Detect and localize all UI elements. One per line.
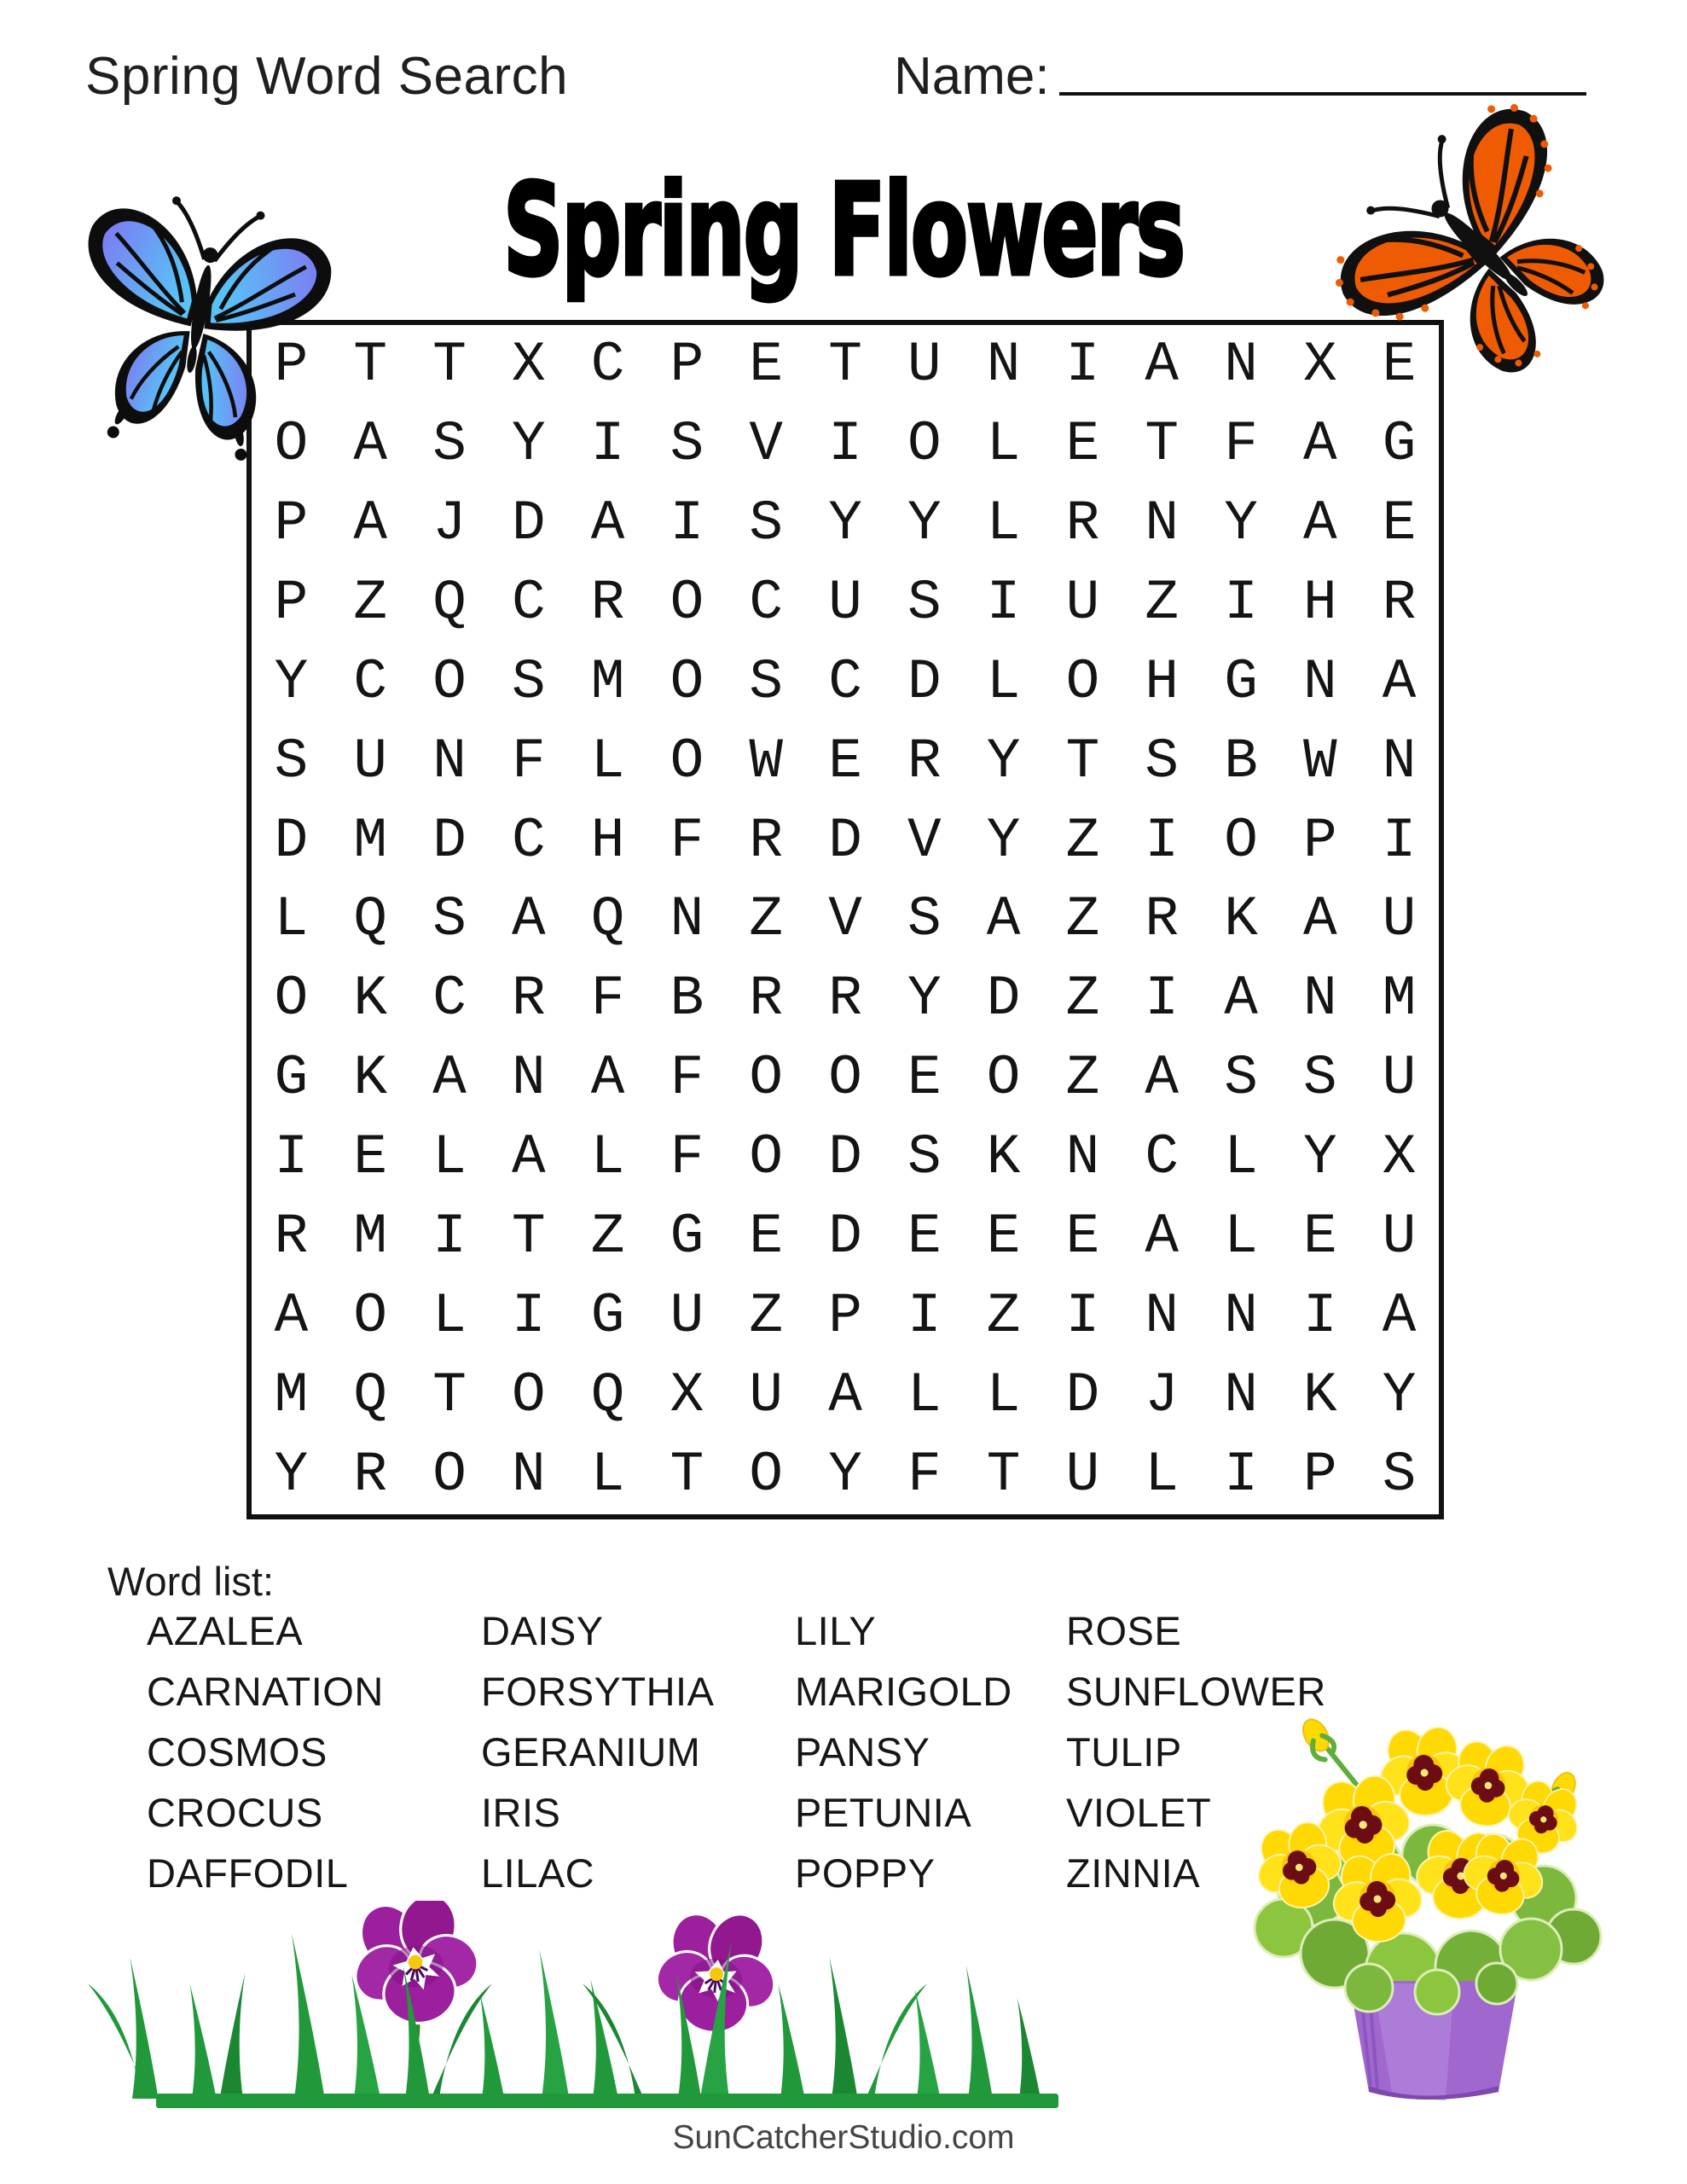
grid-cell: U [670,1284,704,1349]
grid-cell: O [274,967,309,1031]
grid-cell: D [986,967,1021,1031]
grid-cell: K [1302,1363,1337,1428]
letter-grid [246,320,1444,1519]
grid-cell: A [353,411,387,476]
grid-cell: M [353,1205,387,1269]
page-title: Spring Word Search [85,47,569,106]
grid-cell: E [749,332,783,397]
grid-cell: J [1145,1363,1179,1428]
grid-cell: P [274,491,309,555]
grid-cell: P [1302,1443,1337,1507]
grid-cell: S [907,887,942,952]
grid-cell: L [590,729,625,793]
grid-cell: E [1065,1205,1100,1269]
grid-cell: S [907,570,942,635]
grid-cell: T [353,332,387,397]
grid-cell: R [749,967,783,1031]
grid-cell: E [1382,332,1417,397]
word-list-item: VIOLET [1066,1790,1212,1835]
grid-cell: D [274,808,309,873]
word-list-item: CROCUS [147,1790,323,1835]
word-list-label: Word list: [107,1559,274,1604]
grid-cell: S [749,649,783,714]
grid-cell: Z [749,887,783,952]
grid-cell: S [432,411,467,476]
grid-cell: E [986,1205,1021,1269]
grid-cell: A [274,1284,309,1349]
word-list-item: CARNATION [147,1669,384,1714]
grid-cell: A [511,1125,546,1190]
grid-cell: L [1145,1443,1179,1507]
grid-cell: T [828,332,862,397]
grid-cell: N [432,729,467,793]
grid-cell: L [590,1443,625,1507]
word-list-item: ROSE [1066,1608,1182,1653]
word-list-item: MARIGOLD [795,1669,1012,1714]
grid-cell: Y [274,649,309,714]
grid-cell: N [1065,1125,1100,1190]
grid-cell: S [1224,1046,1258,1111]
grid-cell: K [353,967,387,1031]
grid-cell: F [511,729,546,793]
grid-cell: R [274,1205,309,1269]
grid-cell: M [353,808,387,873]
grid-cell: L [590,1125,625,1190]
grid-cell: Y [274,1443,309,1507]
grid-cell: V [749,411,783,476]
grid-cell: P [670,332,704,397]
grid-cell: O [511,1363,546,1428]
word-list-item: DAISY [481,1608,604,1653]
grid-cell: A [590,491,625,555]
grid-cell: D [828,808,862,873]
grid-cell: N [1302,649,1337,714]
grid-cell: Z [590,1205,625,1269]
grid-cell: S [1382,1443,1417,1507]
grid-cell: T [670,1443,704,1507]
grid-cell: K [1224,887,1258,952]
grid-cell: C [749,570,783,635]
grid-cell: M [274,1363,309,1428]
grass-pansies-illustration [81,1901,1066,2112]
grid-cell: L [986,411,1021,476]
pansy-pot-illustration [1241,1698,1608,2116]
grid-cell: I [274,1125,309,1190]
grid-cell: B [1224,729,1258,793]
word-list-item: LILAC [481,1850,595,1896]
word-list-item: AZALEA [147,1608,304,1653]
grid-cell: U [828,570,862,635]
word-list-column [795,1600,1066,1903]
grid-cell: L [274,887,309,952]
grid-cell: R [828,967,862,1031]
grid-cell: A [1145,332,1179,397]
grid-cell: W [749,729,783,793]
grid-cell: Z [986,1284,1021,1349]
grid-cell: N [986,332,1021,397]
grid-cell: A [1302,887,1337,952]
grid-cell: K [353,1046,387,1111]
grid-cell: Z [353,570,387,635]
word-list-item: PANSY [795,1729,930,1774]
grid-cell: U [1382,1205,1417,1269]
grid-cell: I [986,570,1021,635]
grid-cell: O [828,1046,862,1111]
grid-cell: M [1382,967,1417,1031]
grid-cell: A [986,887,1021,952]
grid-cell: F [1224,411,1258,476]
grid-cell: G [670,1205,704,1269]
grid-cell: R [511,967,546,1031]
grid-cell: A [1145,1205,1179,1269]
grid-cell: Y [986,729,1021,793]
grid-cell: I [1065,1284,1100,1349]
grid-cell: Y [907,967,942,1031]
grid-cell: O [907,411,942,476]
grid-cell: L [432,1125,467,1190]
grid-cell: N [511,1046,546,1111]
grid-cell: S [274,729,309,793]
grid-cell: T [511,1205,546,1269]
grid-cell: M [590,649,625,714]
grid-cell: G [590,1284,625,1349]
grid-cell: Q [432,570,467,635]
grid-cell: I [1065,332,1100,397]
monarch-butterfly-icon [1325,104,1640,398]
grid-cell: A [1302,491,1337,555]
grid-cell: Y [828,1443,862,1507]
grid-cell: J [432,491,467,555]
grid-cell: A [1302,411,1337,476]
grid-cell: I [828,411,862,476]
grid-cell: L [986,649,1021,714]
word-list-column [481,1600,795,1903]
grid-cell: U [1065,1443,1100,1507]
grid-cell: N [1224,1363,1258,1428]
grid-cell: O [1065,649,1100,714]
grid-cell: R [1382,570,1417,635]
word-list-item: FORSYTHIA [481,1669,715,1714]
grid-cell: I [1224,570,1258,635]
grid-cell: A [511,887,546,952]
grid-cell: N [670,887,704,952]
grid-cell: L [986,491,1021,555]
grid-cell: A [1224,967,1258,1031]
grid-cell: G [1224,649,1258,714]
grid-cell: F [670,1125,704,1190]
grid-cell: F [670,808,704,873]
grid-cell: C [511,570,546,635]
grid-cell: E [1065,411,1100,476]
grid-cell: C [432,967,467,1031]
grid-cell: U [353,729,387,793]
grid-cell: U [749,1363,783,1428]
grid-cell: L [907,1363,942,1428]
grid-cell: Z [1065,967,1100,1031]
puzzle-title: Spring Flowers [503,157,1184,304]
word-list-item: POPPY [795,1850,936,1896]
word-list-item: PETUNIA [795,1790,972,1835]
grid-cell: A [1382,649,1417,714]
grid-cell: X [1382,1125,1417,1190]
word-list-item: LILY [795,1608,877,1653]
grid-cell: U [1382,887,1417,952]
word-list-item: IRIS [481,1790,561,1835]
grid-cell: D [432,808,467,873]
grid-cell: E [907,1046,942,1111]
grid-cell: Y [1302,1125,1337,1190]
site-credit: SunCatcherStudio.com [672,2119,1015,2156]
grid-cell: A [1382,1284,1417,1349]
grid-cell: N [1302,967,1337,1031]
grid-cell: O [670,729,704,793]
grid-cell: I [1224,1443,1258,1507]
grid-cell: K [986,1125,1021,1190]
grid-cell: G [274,1046,309,1111]
blue-butterfly-icon [56,171,346,469]
grid-cell: F [670,1046,704,1111]
grid-cell: U [907,332,942,397]
grid-cell: O [749,1125,783,1190]
grid-cell: D [828,1205,862,1269]
grid-cell: T [1145,411,1179,476]
word-list-item: DAFFODIL [147,1850,349,1896]
grid-cell: D [828,1125,862,1190]
grid-cell: I [432,1205,467,1269]
grid-cell: I [670,491,704,555]
grid-cell: R [590,570,625,635]
grid-cell: T [986,1443,1021,1507]
word-list-item: GERANIUM [481,1729,701,1774]
grid-cell: Y [511,411,546,476]
grid-cell: Z [1145,570,1179,635]
grid-cell: Y [986,808,1021,873]
grid-cell: N [1224,1284,1258,1349]
grid-cell: Z [1065,808,1100,873]
grid-cell: D [907,649,942,714]
grid-cell: X [670,1363,704,1428]
word-list-item: ZINNIA [1066,1850,1201,1896]
word-list-item: COSMOS [147,1729,328,1774]
grid-cell: E [353,1125,387,1190]
grid-cell: Q [353,1363,387,1428]
grid-cell: I [1382,808,1417,873]
grid-cell: N [1224,332,1258,397]
grid-cell: Q [353,887,387,952]
grid-cell: X [511,332,546,397]
grid-cell: T [432,1363,467,1428]
grid-cell: S [511,649,546,714]
grid-cell: I [1145,808,1179,873]
grid-cell: L [1224,1205,1258,1269]
grid-cell: A [590,1046,625,1111]
grid-cell: U [1065,570,1100,635]
grid-cell: E [1382,491,1417,555]
grid-cell: O [432,649,467,714]
grid-cell: T [432,332,467,397]
grid-cell: B [670,967,704,1031]
grid-cell: N [511,1443,546,1507]
grid-cell: Z [749,1284,783,1349]
grid-cell: A [432,1046,467,1111]
grid-cell: O [986,1046,1021,1111]
grid-cell: P [274,332,309,397]
grid-cell: V [828,887,862,952]
grid-cell: Y [1224,491,1258,555]
grid-cell: S [1302,1046,1337,1111]
grid-cell: E [828,729,862,793]
grid-cell: O [670,570,704,635]
grid-cell: N [1145,1284,1179,1349]
grid-cell: O [670,649,704,714]
grid-cell: X [1302,332,1337,397]
grid-cell: I [590,411,625,476]
grid-cell: Y [1382,1363,1417,1428]
grid-cell: N [1382,729,1417,793]
grid-cell: I [1145,967,1179,1031]
grid-cell: D [511,491,546,555]
grid-cell: I [907,1284,942,1349]
grid-cell: R [749,808,783,873]
grid-cell: L [986,1363,1021,1428]
grid-cell: S [907,1125,942,1190]
grid-cell: U [1382,1046,1417,1111]
name-input-line[interactable] [1059,60,1586,96]
grid-cell: C [353,649,387,714]
grid-cell: A [1145,1046,1179,1111]
grid-cell: C [590,332,625,397]
grid-cell: I [511,1284,546,1349]
grid-cell: R [1145,887,1179,952]
grid-cell: E [907,1205,942,1269]
grid-cell: I [1302,1284,1337,1349]
grid-cell: P [274,570,309,635]
grid-cell: G [1382,411,1417,476]
grid-cell: F [907,1443,942,1507]
grid-cell: E [749,1205,783,1269]
grid-cell: Q [590,887,625,952]
grid-cell: O [749,1046,783,1111]
grid-cell: A [828,1363,862,1428]
grid-cell: Y [907,491,942,555]
grid-cell: L [1224,1125,1258,1190]
word-list-item: SUNFLOWER [1066,1669,1326,1714]
grid-cell: H [590,808,625,873]
grid-cell: O [1224,808,1258,873]
grid-cell: C [1145,1125,1179,1190]
grid-cell: V [907,808,942,873]
grid-cell: Y [828,491,862,555]
word-list [147,1600,1326,1903]
grid-cell: H [1302,570,1337,635]
grid-cell: S [1145,729,1179,793]
grid-cell: N [1145,491,1179,555]
grid-cell: O [432,1443,467,1507]
grid-cell: S [432,887,467,952]
grid-cell: E [1302,1205,1337,1269]
grid-cell: T [1065,729,1100,793]
grid-cell: C [511,808,546,873]
grid-cell: O [749,1443,783,1507]
grid-cell: D [1065,1363,1100,1428]
grid-cell: Z [1065,887,1100,952]
word-list-item: TULIP [1066,1729,1182,1774]
grid-cell: F [590,967,625,1031]
grid-cell: P [828,1284,862,1349]
grid-cell: R [353,1443,387,1507]
grid-cell: O [274,411,309,476]
grid-cell: P [1302,808,1337,873]
grid-cell: R [907,729,942,793]
word-list-column [147,1600,481,1903]
grid-cell: Q [590,1363,625,1428]
name-label: Name: [894,47,1050,106]
grid-cell: S [670,411,704,476]
grid-cell: S [749,491,783,555]
grid-cell: R [1065,491,1100,555]
grid-cell: O [353,1284,387,1349]
grid-cell: L [432,1284,467,1349]
grid-cell: A [353,491,387,555]
grid-cell: H [1145,649,1179,714]
grid-cell: W [1302,729,1337,793]
grid-cell: Z [1065,1046,1100,1111]
grid-cell: C [828,649,862,714]
